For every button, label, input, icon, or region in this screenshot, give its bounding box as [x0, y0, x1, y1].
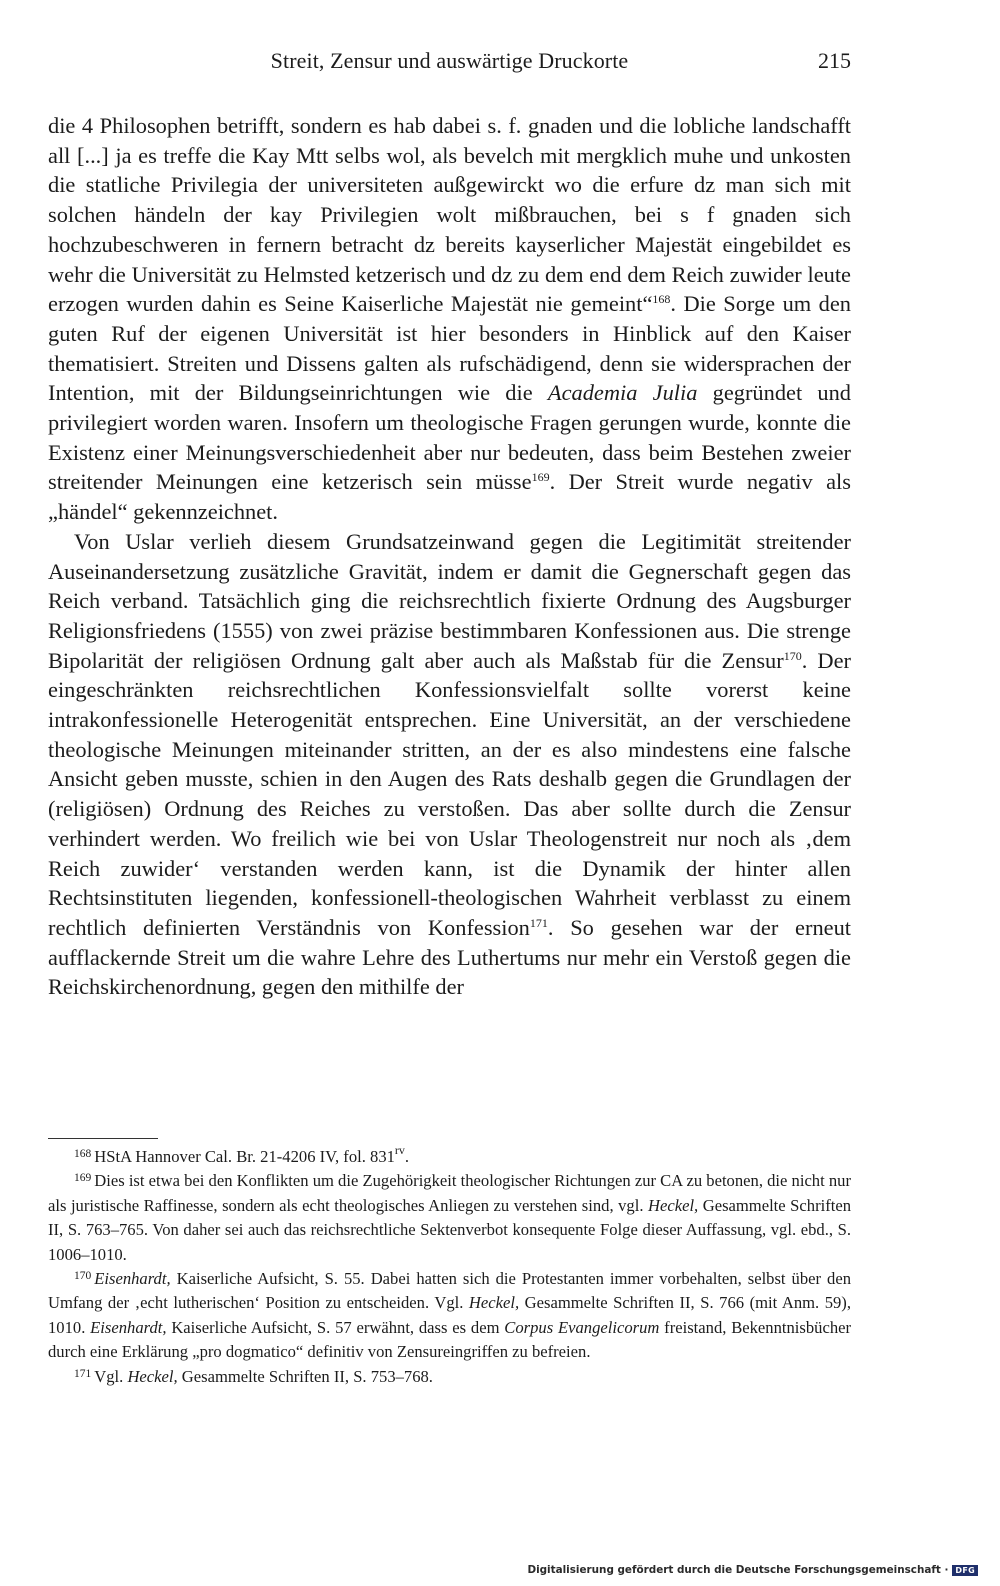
footnote	[48, 1145, 851, 1169]
footnote-rule	[48, 1138, 158, 1139]
text-run: Gesammelte Schriften II, S. 763–765. Von daher sei auch das reichsrechtliche Sektenverbot konsequente Folge dieser Auffassung, vgl. ebd., S. 1006–1010.	[48, 1195, 852, 1264]
text-run: Kaiserliche Aufsicht, S. 57 erwähnt, dass es dem	[166, 1317, 505, 1337]
body-paragraph	[48, 111, 851, 527]
footnote-ref: rv	[394, 1143, 405, 1157]
digitization-note: Digitalisierung gefördert durch die Deutsche Forschungsgemeinschaft ·	[527, 1564, 949, 1576]
text-run: Gesammelte Schriften II, S. 753–768.	[177, 1366, 433, 1386]
text-run: gegründet und privilegiert worden waren. Insofern um theologische Fragen gerungen wurde, konnte die Existenz einer Meinungsverschiedenheit aber nur bedeuten, dass beim Bestehen zweier streitender Meinungen eine ketzerisch sein müsse	[48, 380, 851, 495]
text-run: .	[404, 1147, 410, 1166]
footnote-ref: 171	[529, 915, 548, 930]
page-number: 215	[818, 48, 851, 73]
page-header	[48, 48, 851, 82]
italic-text: Corpus Evangelicorum	[504, 1317, 660, 1337]
footnote-number: 171	[74, 1367, 92, 1380]
italic-text: Heckel,	[468, 1293, 520, 1313]
text-run: Kaiserliche Aufsicht, S. 55. Dabei hatten sich die Protestanten immer vorbehalten, selbst über den Umfang der ‚echt lutherischen‘ Position zu entscheiden. Vgl.	[48, 1269, 851, 1313]
running-title: Streit, Zensur und auswärtige Druckorte	[270, 48, 629, 73]
text-run: . Die Sorge um den guten Ruf der eigenen Universität ist hier besonders in Hinblick auf den Kaiser thematisiert. Streiten und Dissens galten als rufschädigend, denn sie widersprachen der Intention, mit der Bildungseinrichtungen wie die	[48, 291, 851, 406]
text-run: HStA Hannover Cal. Br. 21-4206 IV, fol. 831	[94, 1147, 395, 1166]
footnote-ref: 168	[652, 292, 671, 307]
text-run: . Der eingeschränkten reichsrechtlichen Konfessionsvielfalt sollte vorerst keine intrakonfessionelle Heterogenität entsprechen. Eine Universität, an der verschiedene theologische Meinungen miteinander stritten, an der es also mindestens eine falsche Ansicht geben musste, schien in den Augen des Rats deshalb gegen die Grundlagen der (religiösen) Ordnung des Reiches zu verstoßen. Das aber sollte durch die Zensur verhindert werden. Wo freilich wie bei von Uslar Theologenstreit nur noch als ‚dem Reich zuwider‘ verstanden werden kann, ist die Dynamik der hinter allen Rechtsinstituten liegenden, konfessionell-theologischen Wahrheit verblasst zu einem rechtlich definierten Verständnis von Konfession	[48, 647, 851, 940]
text-run: die 4 Philosophen betrifft, sondern es hab dabei s. f. gnaden und die lobliche landschafft all [...] ja es treffe die Kay Mtt selbs wol, als bevelch mit mergklich muhe und unkosten die statliche Privilegia der universiteten außgewirckt wo die erfure dz man sich mit solchen händeln der kay Privilegien wolt mißbrauchen, bei s f gnaden sich hochzubeschweren in fernern betracht dz bereits kayserlicher Majestät eingebildet es wehr die Universität zu Helmsted ketzerisch und dz zu dem end dem Reich zuwider leute erzogen wurden dahin es Seine Kaiserliche Majestät nie gemeint“	[48, 113, 851, 317]
digitization-credit	[527, 1564, 978, 1576]
footnote-ref: 170	[783, 648, 802, 663]
italic-text: Heckel,	[648, 1195, 699, 1215]
text-run: Dies ist etwa bei den Konflikten um die Zugehörigkeit theologischer Richtungen zur CA zu betonen, die nicht nur als juristische Raffinesse, sondern als echt theologisches Anliegen zu verstehen sind, vgl.	[48, 1171, 851, 1215]
italic-text: Heckel,	[127, 1366, 178, 1386]
footnotes	[48, 1145, 851, 1389]
text-run: freistand, Bekenntnisbücher durch eine Erklärung „pro dogmatico“ definitiv von Zensureingriffen zu befreien.	[48, 1317, 852, 1362]
footnote-number: 169	[74, 1172, 92, 1185]
footnote-ref: 169	[531, 470, 550, 485]
footnote-number: 168	[74, 1148, 92, 1160]
italic-text: Eisenhardt,	[94, 1269, 171, 1289]
text-run: Gesammelte Schriften II, S. 766 (mit Anm. 59), 1010.	[48, 1293, 851, 1337]
italic-text: Academia Julia	[547, 380, 698, 406]
footnote-number: 170	[74, 1270, 92, 1283]
footnote	[48, 1267, 851, 1365]
footnote	[48, 1169, 851, 1267]
text-run: Von Uslar verlieh diesem Grundsatzeinwand gegen die Legitimität streitender Auseinandersetzung zusätzliche Gravität, indem er damit die Gegnerschaft gegen das Reich verband. Tatsächlich ging die reichsrechtlich fixierte Ordnung des Augsburger Religionsfriedens (1555) von zwei präzise bestimmbaren Konfessionen aus. Die strenge Bipolarität der religiösen Ordnung galt aber auch als Maßstab für die Zensur	[48, 528, 851, 673]
footnote	[48, 1365, 851, 1389]
main-text	[48, 111, 851, 1002]
italic-text: Eisenhardt,	[90, 1317, 167, 1337]
text-run: . Der Streit wurde negativ als „händel“ gekennzeichnet.	[48, 469, 851, 525]
body-paragraph	[48, 527, 851, 1002]
text-run: . So gesehen war der erneut aufflackernde Streit um die wahre Lehre des Luthertums nur mehr ein Verstoß gegen die Reichskirchenordnung, gegen den mithilfe der	[48, 914, 851, 1000]
dfg-logo: DFG	[952, 1565, 978, 1576]
text-run: Vgl.	[94, 1366, 128, 1386]
